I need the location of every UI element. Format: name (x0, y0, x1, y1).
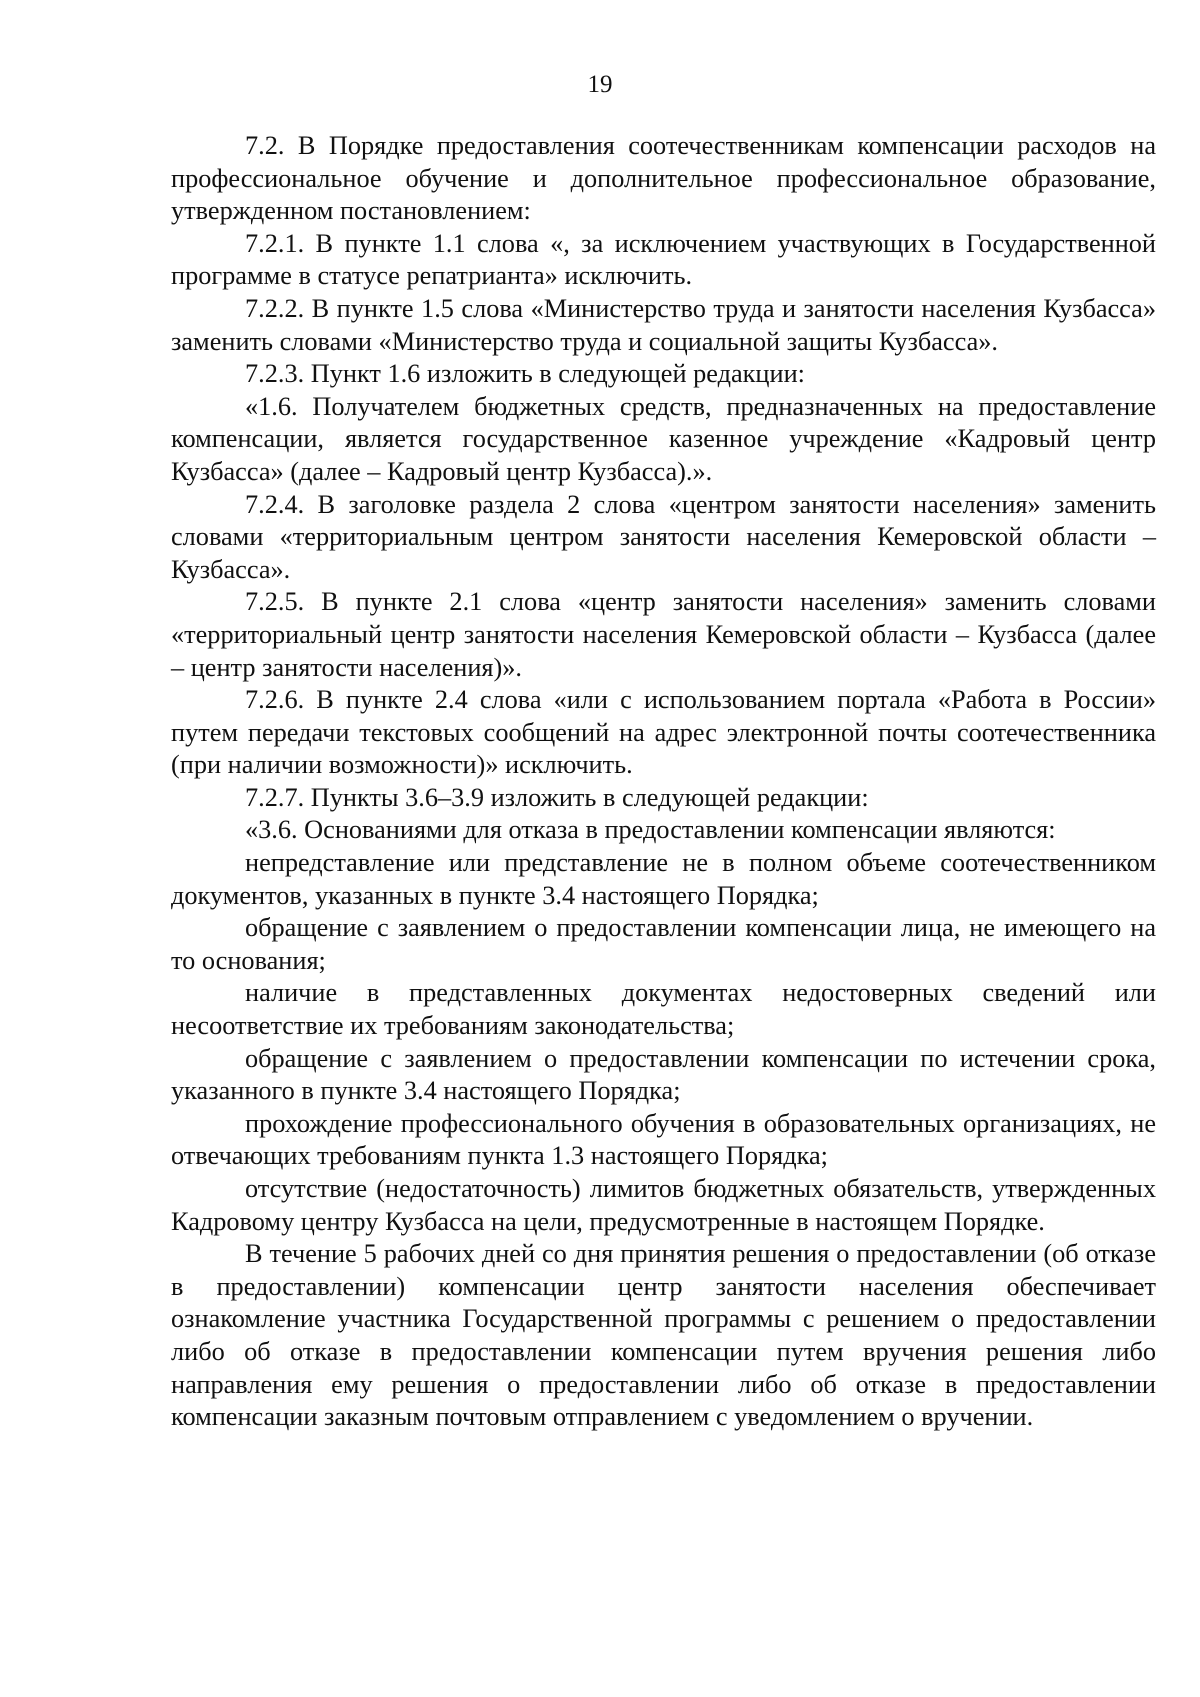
list-item-refusal-ground: обращение с заявлением о предоставлении компенсации лица, не имеющего на то основания; (171, 913, 1156, 975)
paragraph-7-2-2: 7.2.2. В пункте 1.5 слова «Министерство труда и занятости населения Кузбасса» заменить словами «Министерство труда и социальной защиты Кузбасса». (171, 293, 1156, 356)
paragraph-1-6-quote: «1.6. Получателем бюджетных средств, предназначенных на предоставление компенсации, является государственное казенное учреждение «Кадровый центр Кузбасса» (далее – Кадровый центр Кузбасса).». (171, 391, 1156, 486)
paragraph-7-2: 7.2. В Порядке предоставления соотечественникам компенсации расходов на профессиональное обучение и дополнительное профессиональное образование, утвержденном постановлением: (171, 131, 1156, 226)
document-body (171, 130, 1156, 1434)
paragraph-7-2-4: 7.2.4. В заголовке раздела 2 слова «центром занятости населения» заменить словами «территориальным центром занятости населения Кемеровской области – Кузбасса». (171, 489, 1156, 584)
list-item-refusal-ground: непредставление или представление не в полном объеме соотечественником документов, указанных в пункте 3.4 настоящего Порядка; (171, 848, 1156, 910)
list-item-refusal-ground: обращение с заявлением о предоставлении компенсации по истечении срока, указанного в пункте 3.4 настоящего Порядка; (171, 1043, 1156, 1106)
paragraph-7-2-6: 7.2.6. В пункте 2.4 слова «или с использованием портала «Работа в России» путем передачи текстовых сообщений на адрес электронной почты соотечественника (при наличии возможности)» исключить. (171, 685, 1156, 780)
paragraph-7-2-3: 7.2.3. Пункт 1.6 изложить в следующей редакции: (245, 359, 805, 389)
list-item-refusal-ground: отсутствие (недостаточность) лимитов бюджетных обязательств, утвержденных Кадровому центру Кузбасса на цели, предусмотренные в настоящем Порядке. (171, 1174, 1156, 1236)
paragraph-7-2-7: 7.2.7. Пункты 3.6–3.9 изложить в следующей редакции: (245, 782, 869, 812)
paragraph-7-2-1: 7.2.1. В пункте 1.1 слова «, за исключением участвующих в Государственной программе в статусе репатрианта» исключить. (171, 228, 1156, 291)
list-item-refusal-ground: прохождение профессионального обучения в образовательных организациях, не отвечающих требованиям пункта 1.3 настоящего Порядка; (171, 1108, 1156, 1171)
paragraph-decision-notice: В течение 5 рабочих дней со дня принятия решения о предоставлении (об отказе в предоставлении) компенсации центр занятости населения обеспечивает ознакомление участника Государственной программы с решением о предоставлении либо об отказе в предоставлении компенсации путем вручения решения либо направления ему решения о предоставлении либо об отказе в предоставлении компенсации заказным почтовым отправлением с уведомлением о вручении. (171, 1239, 1156, 1432)
page-number: 19 (587, 71, 613, 98)
list-item-refusal-ground: наличие в представленных документах недостоверных сведений или несоответствие их требованиям законодательства; (171, 978, 1156, 1041)
paragraph-3-6-quote: «3.6. Основаниями для отказа в предоставлении компенсации являются: (245, 815, 1056, 845)
paragraph-7-2-5: 7.2.5. В пункте 2.1 слова «центр занятости населения» заменить словами «территориальный центр занятости населения Кемеровской области – Кузбасса (далее – центр занятости населения)». (171, 587, 1156, 682)
